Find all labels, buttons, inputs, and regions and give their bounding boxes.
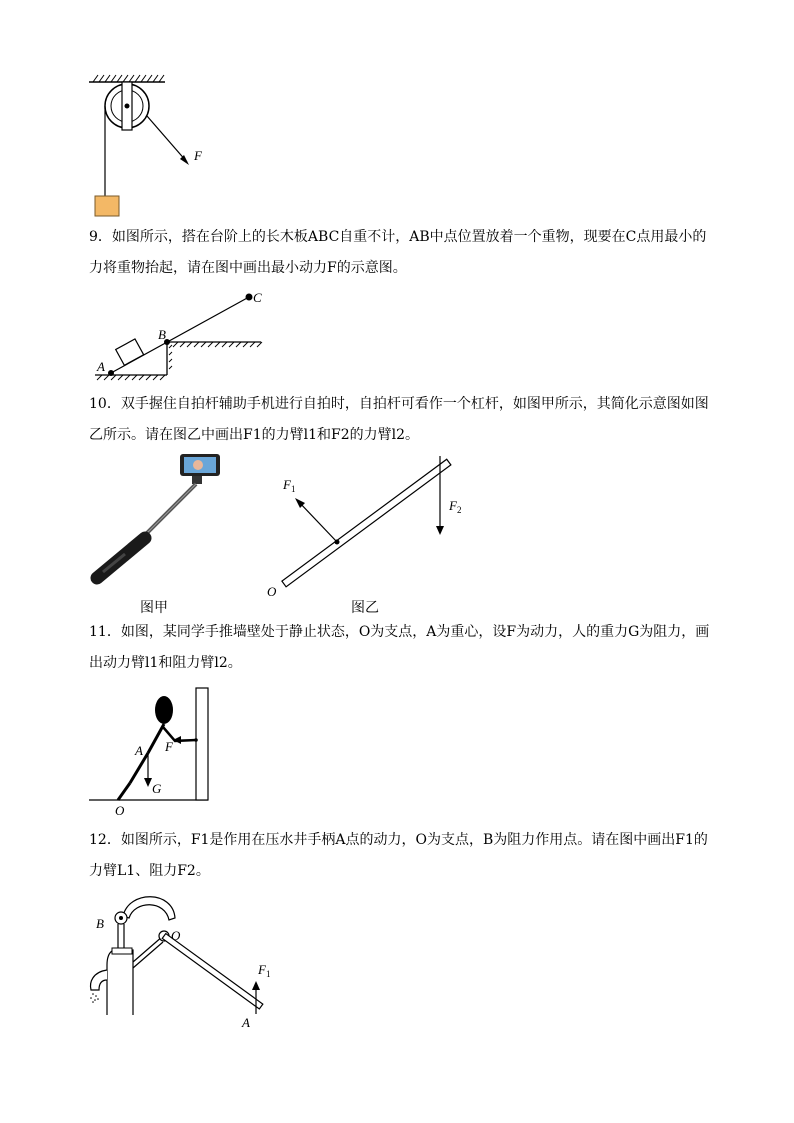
point-B-label: B	[96, 916, 104, 931]
fulcrum-O-label: O	[115, 803, 125, 818]
fulcrum-O-label: O	[267, 584, 277, 598]
question-11: 11．如图，某同学手推墙壁处于静止状态，O为支点，A为重心，设F为动力，人的重力G为阻力，画出动力臂l1和阻力臂l2。	[89, 624, 710, 671]
point-B-label: B	[158, 327, 166, 342]
caption-yi: 图乙	[351, 600, 379, 616]
lever-diagram-yi	[262, 448, 482, 598]
caption-jia: 图甲	[140, 600, 168, 616]
force-F1-label: $F_1$	[258, 962, 271, 979]
push-wall-figure	[85, 683, 225, 818]
question-12: 12．如图所示，F1是作用在压水井手柄A点的动力，O为支点，B为阻力作用点。请在图中画出F1的力臂L1、阻力F2。	[89, 832, 708, 879]
force-F-label: F	[194, 148, 202, 163]
force-F2-label: $F_2$	[449, 498, 462, 515]
pulley-figure	[85, 70, 225, 220]
fulcrum-O-label: O	[171, 928, 181, 943]
gravity-G-label: G	[152, 781, 162, 796]
selfie-stick-photo	[85, 450, 225, 590]
force-F-label: F	[165, 739, 173, 754]
force-F1-label: $F_1$	[283, 477, 296, 494]
water-pump-figure	[85, 890, 285, 1030]
point-A-label: A	[97, 359, 105, 374]
gravity-center-A-label: A	[135, 743, 143, 758]
point-C-label: C	[253, 290, 262, 305]
question-9: 9．如图所示，搭在台阶上的长木板ABC自重不计，AB中点位置放着一个重物，现要在C点用最小的力将重物抬起，请在图中画出最小动力F的示意图。	[89, 229, 707, 276]
question-10: 10．双手握住自拍杆辅助手机进行自拍时，自拍杆可看作一个杠杆，如图甲所示，其简化示意图如图乙所示。请在图乙中画出F1的力臂l1和F2的力臂l2。	[89, 396, 709, 443]
point-A-label: A	[242, 1015, 250, 1030]
board-on-step-figure	[85, 285, 275, 385]
